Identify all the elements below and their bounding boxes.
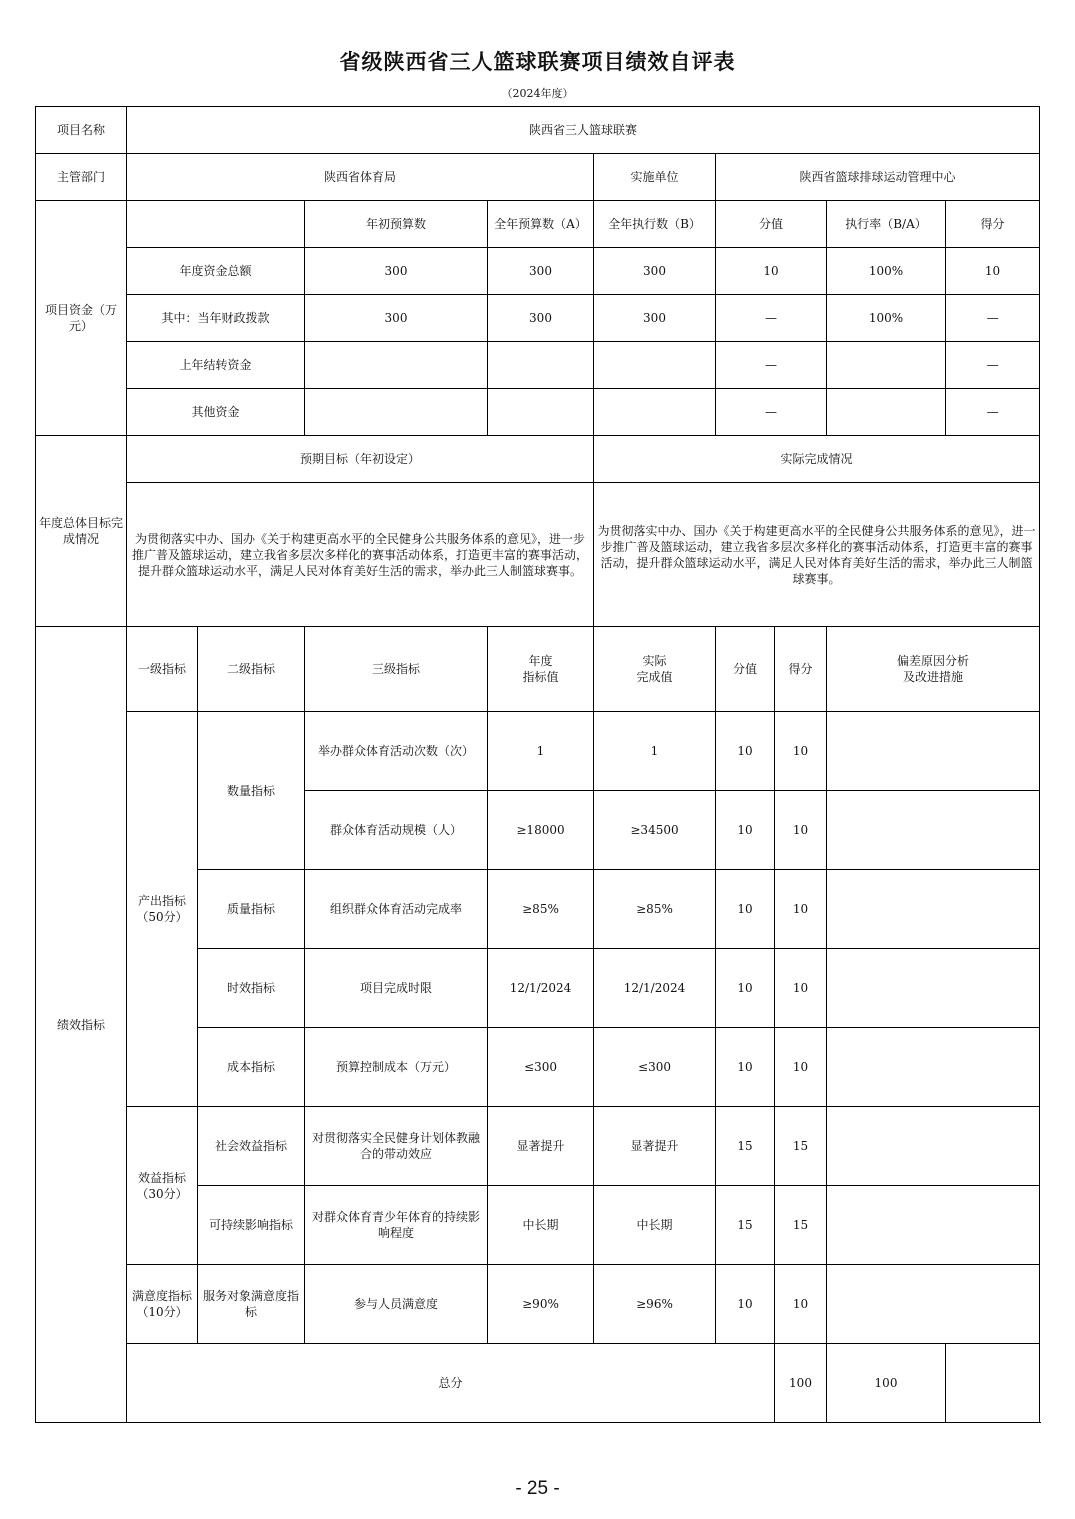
- perf-l3: 项目完成时限: [305, 949, 488, 1028]
- goals-actual-text: 为贯彻落实中办、国办《关于构建更高水平的全民健身公共服务体系的意见》，进一步推广普及篮球运动，建立我省多层次多样化的赛事活动体系，打造更丰富的赛事活动，提升群众篮球运动水平，满足人民对体育美好生活的需求，举办此三人制篮球赛事。: [594, 483, 1040, 627]
- funds-label: 项目资金（万元）: [36, 201, 127, 436]
- perf-row: [36, 1265, 1040, 1344]
- funds-cell: 300: [305, 248, 488, 295]
- perf-target: 显著提升: [488, 1107, 594, 1186]
- perf-actual: 1: [594, 712, 716, 791]
- project-name-value: 陕西省三人篮球联赛: [127, 107, 1040, 154]
- perf-l3: 对贯彻落实全民健身计划体教融合的带动效应: [305, 1107, 488, 1186]
- funds-row-name: 年度资金总额: [127, 248, 305, 295]
- perf-value: 10: [716, 1028, 775, 1107]
- row-goals-content: [36, 483, 1040, 627]
- row-dept: [36, 154, 1040, 201]
- funds-cell: 100%: [827, 248, 946, 295]
- funds-cell: [594, 342, 716, 389]
- funds-cell: —: [946, 342, 1040, 389]
- funds-row-total: [36, 248, 1040, 295]
- perf-actual: 显著提升: [594, 1107, 716, 1186]
- perf-actual: ≥85%: [594, 870, 716, 949]
- perf-l2: 可持续影响指标: [198, 1186, 305, 1265]
- perf-value: 10: [716, 1265, 775, 1344]
- perf-l3: 组织群众体育活动完成率: [305, 870, 488, 949]
- perf-value: 15: [716, 1107, 775, 1186]
- goals-expected-header: 预期目标（年初设定）: [127, 436, 594, 483]
- perf-header-l1: 一级指标: [127, 627, 198, 712]
- perf-score: 15: [775, 1186, 827, 1265]
- funds-cell: [827, 342, 946, 389]
- perf-analysis: [827, 791, 1040, 870]
- total-analysis: [946, 1344, 1040, 1423]
- perf-score: 10: [775, 1028, 827, 1107]
- funds-cell: [305, 342, 488, 389]
- project-name-label: 项目名称: [36, 107, 127, 154]
- funds-cell: —: [716, 295, 827, 342]
- funds-cell: —: [716, 389, 827, 436]
- total-label: 总分: [127, 1344, 775, 1423]
- document-title: 省级陕西省三人篮球联赛项目绩效自评表: [339, 50, 736, 74]
- funds-cell: 300: [594, 295, 716, 342]
- funds-cell: [827, 389, 946, 436]
- perf-analysis: [827, 1186, 1040, 1265]
- goals-label: 年度总体目标完成情况: [36, 436, 127, 627]
- perf-output-label: 产出指标（50分）: [127, 712, 198, 1107]
- perf-l3: 参与人员满意度: [305, 1265, 488, 1344]
- perf-actual: 12/1/2024: [594, 949, 716, 1028]
- funds-header-value: 分值: [716, 201, 827, 248]
- perf-header-target: 年度 指标值: [488, 627, 594, 712]
- perf-l2: 质量指标: [198, 870, 305, 949]
- funds-cell: [488, 389, 594, 436]
- perf-header-score: 得分: [775, 627, 827, 712]
- funds-header-initial: 年初预算数: [305, 201, 488, 248]
- row-goals-header: [36, 436, 1040, 483]
- funds-cell: 300: [488, 295, 594, 342]
- total-value: 100: [775, 1344, 827, 1423]
- row-perf-header: [36, 627, 1040, 712]
- perf-value: 10: [716, 949, 775, 1028]
- goals-expected-text: 为贯彻落实中办、国办《关于构建更高水平的全民健身公共服务体系的意见》，进一步推广普及篮球运动，建立我省多层次多样化的赛事活动体系，打造更丰富的赛事活动，提升群众篮球运动水平，满足人民对体育美好生活的需求，举办此三人制篮球赛事。: [127, 483, 594, 627]
- row-total: [36, 1344, 1040, 1423]
- funds-cell: 10: [946, 248, 1040, 295]
- perf-target: ≥18000: [488, 791, 594, 870]
- perf-actual: ≤300: [594, 1028, 716, 1107]
- funds-row-name: 其中：当年财政拨款: [127, 295, 305, 342]
- funds-header-blank: [127, 201, 305, 248]
- perf-value: 10: [716, 870, 775, 949]
- goals-actual-header: 实际完成情况: [594, 436, 1040, 483]
- perf-header-analysis: 偏差原因分析 及改进措施: [827, 627, 1040, 712]
- funds-cell: 10: [716, 248, 827, 295]
- funds-row-carryover: [36, 342, 1040, 389]
- funds-cell: 300: [594, 248, 716, 295]
- perf-target: 1: [488, 712, 594, 791]
- perf-target: ≥85%: [488, 870, 594, 949]
- funds-cell: —: [946, 389, 1040, 436]
- perf-analysis: [827, 1107, 1040, 1186]
- impl-value: 陕西省篮球排球运动管理中心: [716, 154, 1040, 201]
- perf-target: 12/1/2024: [488, 949, 594, 1028]
- dept-value: 陕西省体育局: [127, 154, 594, 201]
- perf-header-l3: 三级指标: [305, 627, 488, 712]
- perf-value: 10: [716, 712, 775, 791]
- perf-l3: 群众体育活动规模（人）: [305, 791, 488, 870]
- funds-header-score: 得分: [946, 201, 1040, 248]
- dept-label: 主管部门: [36, 154, 127, 201]
- funds-header-rate: 执行率（B/A）: [827, 201, 946, 248]
- page-number: - 25 -: [515, 1478, 560, 1499]
- funds-header-executed: 全年执行数（B）: [594, 201, 716, 248]
- perf-actual: 中长期: [594, 1186, 716, 1265]
- perf-l2: 时效指标: [198, 949, 305, 1028]
- perf-analysis: [827, 870, 1040, 949]
- perf-score: 10: [775, 791, 827, 870]
- perf-target: ≥90%: [488, 1265, 594, 1344]
- perf-target: ≤300: [488, 1028, 594, 1107]
- funds-cell: 100%: [827, 295, 946, 342]
- self-evaluation-table: [35, 106, 1040, 1423]
- perf-benefit-label: 效益指标（30分）: [127, 1107, 198, 1265]
- perf-score: 15: [775, 1107, 827, 1186]
- funds-cell: 300: [488, 248, 594, 295]
- perf-header-actual: 实际 完成值: [594, 627, 716, 712]
- perf-target: 中长期: [488, 1186, 594, 1265]
- perf-row: [36, 1107, 1040, 1186]
- perf-score: 10: [775, 1265, 827, 1344]
- perf-header-l2: 二级指标: [198, 627, 305, 712]
- impl-label: 实施单位: [594, 154, 716, 201]
- funds-row-other: [36, 389, 1040, 436]
- funds-cell: —: [716, 342, 827, 389]
- funds-cell: —: [946, 295, 1040, 342]
- perf-analysis: [827, 1028, 1040, 1107]
- funds-cell: 300: [305, 295, 488, 342]
- funds-cell: [594, 389, 716, 436]
- perf-score: 10: [775, 949, 827, 1028]
- perf-l3: 举办群众体育活动次数（次）: [305, 712, 488, 791]
- perf-l2: 成本指标: [198, 1028, 305, 1107]
- perf-analysis: [827, 949, 1040, 1028]
- perf-actual: ≥96%: [594, 1265, 716, 1344]
- perf-value: 10: [716, 791, 775, 870]
- row-funds-header: [36, 201, 1040, 248]
- perf-satisfaction-label: 满意度指标（10分）: [127, 1265, 198, 1344]
- funds-row-name: 上年结转资金: [127, 342, 305, 389]
- total-score: 100: [827, 1344, 946, 1423]
- perf-analysis: [827, 1265, 1040, 1344]
- document-year: （2024年度）: [501, 87, 574, 100]
- perf-row: [36, 712, 1040, 791]
- funds-row-name: 其他资金: [127, 389, 305, 436]
- funds-header-annual: 全年预算数（A）: [488, 201, 594, 248]
- perf-l3: 对群众体育青少年体育的持续影响程度: [305, 1186, 488, 1265]
- perf-l2: 服务对象满意度指标: [198, 1265, 305, 1344]
- perf-l2: 社会效益指标: [198, 1107, 305, 1186]
- perf-actual: ≥34500: [594, 791, 716, 870]
- perf-score: 10: [775, 712, 827, 791]
- perf-value: 15: [716, 1186, 775, 1265]
- funds-cell: [488, 342, 594, 389]
- perf-analysis: [827, 712, 1040, 791]
- perf-header-value: 分值: [716, 627, 775, 712]
- perf-label: 绩效指标: [36, 627, 127, 1423]
- perf-l3: 预算控制成本（万元）: [305, 1028, 488, 1107]
- row-project-name: [36, 107, 1040, 154]
- funds-row-fiscal: [36, 295, 1040, 342]
- perf-quantity-label: 数量指标: [198, 712, 305, 870]
- perf-score: 10: [775, 870, 827, 949]
- funds-cell: [305, 389, 488, 436]
